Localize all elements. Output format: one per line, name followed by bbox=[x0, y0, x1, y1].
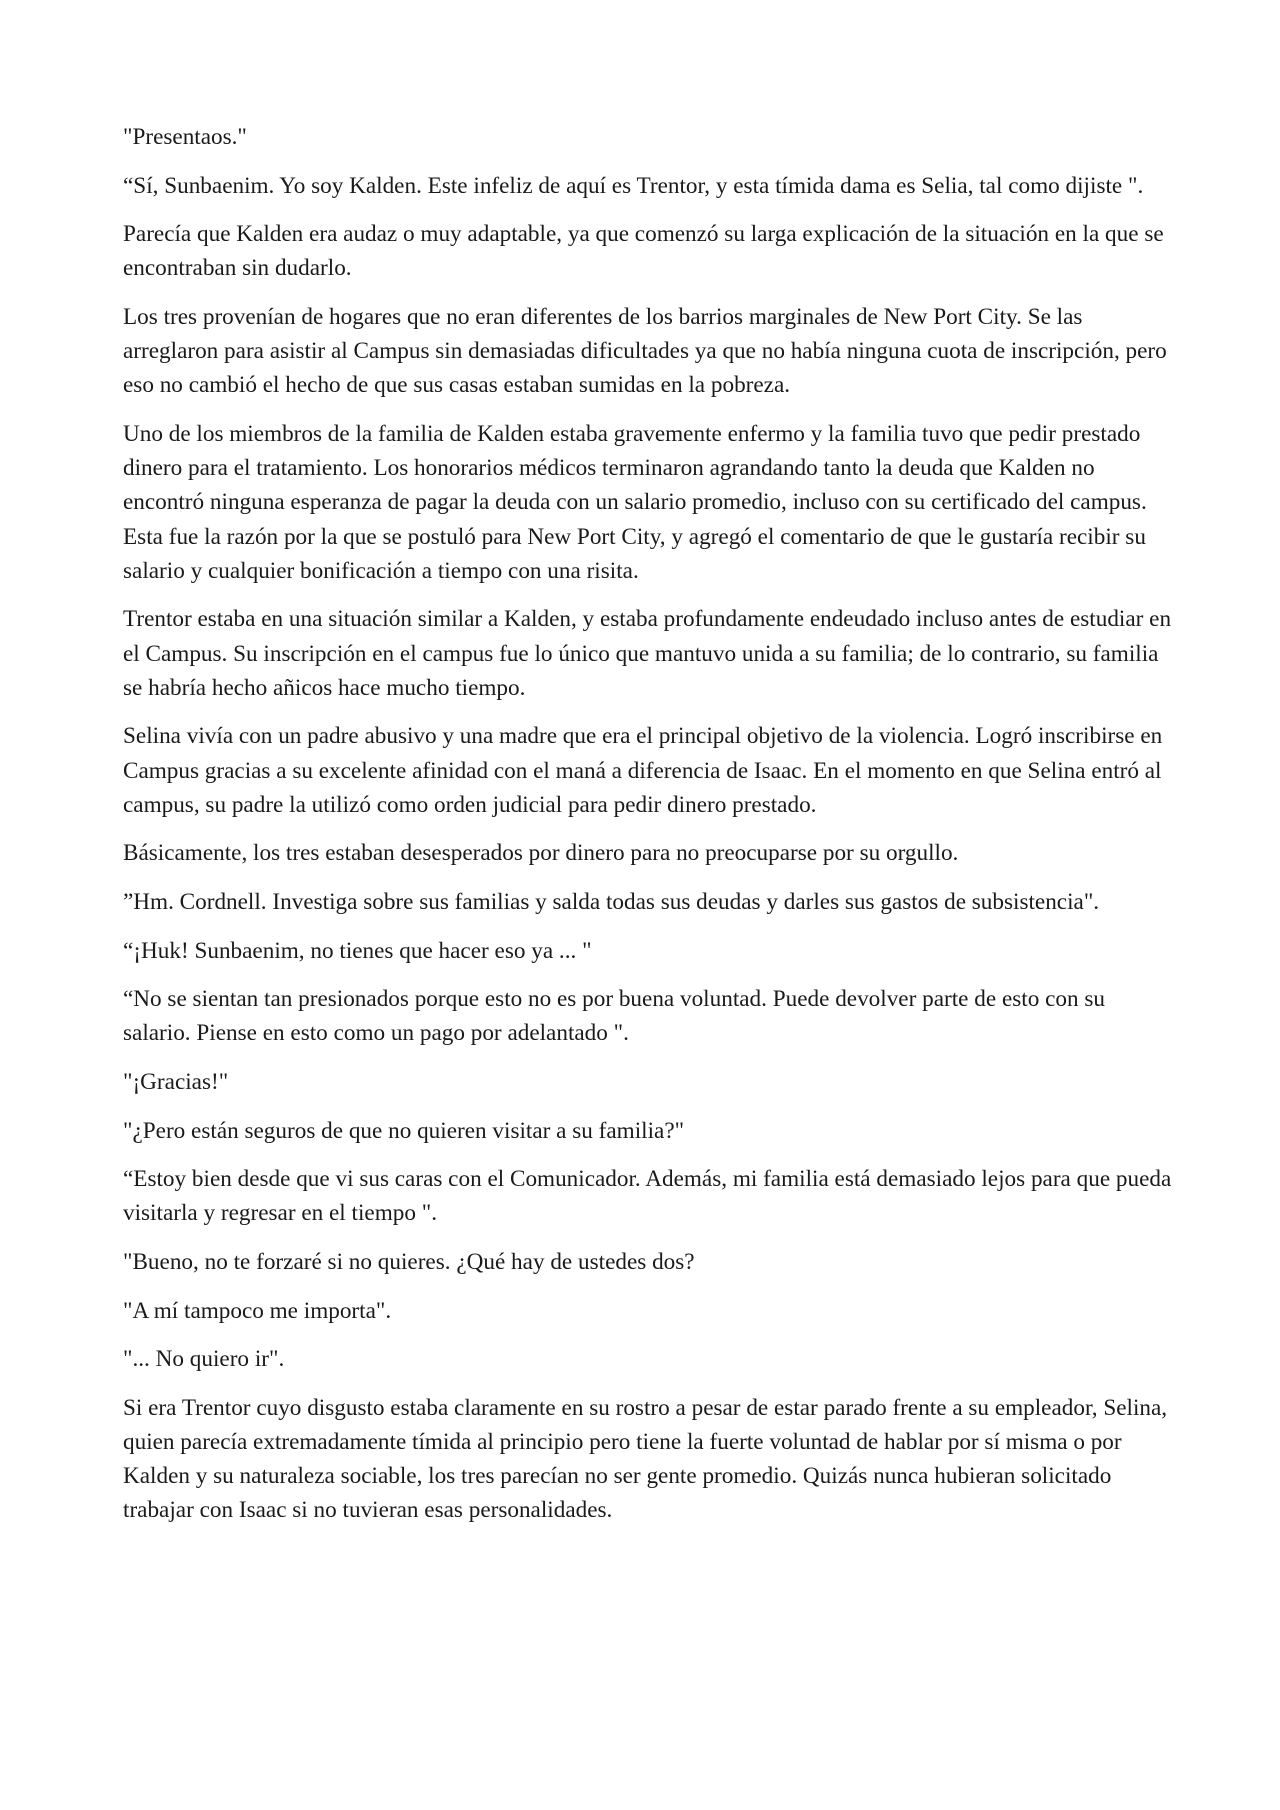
paragraph: "A mí tampoco me importa". bbox=[123, 1297, 392, 1324]
paragraph: "Presentaos." bbox=[123, 124, 247, 150]
paragraph: Si era Trentor cuyo disgusto estaba claramente en su rostro a pesar de estar parado frente a su empleador, Selina, quien parecía extremadamente tímida al principio pero tiene la fuerte voluntad de hablar por sí misma o por Kalden y su naturaleza sociable, los tres parecían no ser gente promedio. Quizás nunca hubieran solicitado trabajar con Isaac si no tuvieran esas personalidades. bbox=[123, 1394, 1168, 1524]
paragraph: Los tres provenían de hogares que no eran diferentes de los barrios marginales de New Port City. Se las arreglaron para asistir al Campus sin demasiadas dificultades ya que no había ninguna cuota de inscripción, pero eso no cambió el hecho de que sus casas estaban sumidas en la pobreza. bbox=[123, 303, 1167, 399]
paragraph: "¡Gracias!" bbox=[123, 1068, 229, 1095]
paragraph: Uno de los miembros de la familia de Kalden estaba gravemente enfermo y la familia tuvo que pedir prestado dinero para el tratamiento. Los honorarios médicos terminaron agrandando tanto la deuda que Kalden no encontró ninguna esperanza de pagar la deuda con un salario promedio, incluso con su certificado del campus. Esta fue la razón por la que se postuló para New Port City, y agregó el comentario de que le gustaría recibir su salario y cualquier bonificación a tiempo con una risita. bbox=[123, 420, 1147, 584]
paragraph: Selina vivía con un padre abusivo y una madre que era el principal objetivo de la violencia. Logró inscribirse en Campus gracias a su excelente afinidad con el maná a diferencia de Isaac. En el momento en que Selina entró al campus, su padre la utilizó como orden judicial para pedir dinero prestado. bbox=[123, 723, 1163, 818]
paragraph: "... No quiero ir". bbox=[123, 1346, 285, 1373]
paragraph: “Estoy bien desde que vi sus caras con el Comunicador. Además, mi familia está demasiado lejos para que pueda visitarla y regresar en el tiempo ". bbox=[123, 1166, 1172, 1227]
paragraph: "¿Pero están seguros de que no quieren visitar a su familia?" bbox=[123, 1117, 685, 1144]
paragraph: “No se sientan tan presionados porque esto no es por buena voluntad. Puede devolver parte de esto con su salario. Piense en esto como un pago por adelantado ". bbox=[123, 986, 1105, 1047]
paragraph: “¡Huk! Sunbaenim, no tienes que hacer eso ya ... " bbox=[123, 937, 592, 964]
paragraph: Básicamente, los tres estaban desesperados por dinero para no preocuparse por su orgullo. bbox=[123, 840, 959, 867]
document-page bbox=[123, 120, 1173, 1542]
paragraph: Parecía que Kalden era audaz o muy adaptable, ya que comenzó su larga explicación de la situación en la que se encontraban sin dudarlo. bbox=[123, 221, 1164, 282]
paragraph: ”Hm. Cordnell. Investiga sobre sus familias y salda todas sus deudas y darles sus gastos de subsistencia". bbox=[123, 888, 1100, 915]
paragraph: “Sí, Sunbaenim. Yo soy Kalden. Este infeliz de aquí es Trentor, y esta tímida dama es Selia, tal como dijiste ". bbox=[123, 172, 1144, 199]
paragraph: Trentor estaba en una situación similar a Kalden, y estaba profundamente endeudado incluso antes de estudiar en el Campus. Su inscripción en el campus fue lo único que mantuvo unida a su familia; de lo contrario, su familia se habría hecho añicos hace mucho tiempo. bbox=[123, 606, 1172, 701]
paragraph: "Bueno, no te forzaré si no quieres. ¿Qué hay de ustedes dos? bbox=[123, 1248, 695, 1275]
